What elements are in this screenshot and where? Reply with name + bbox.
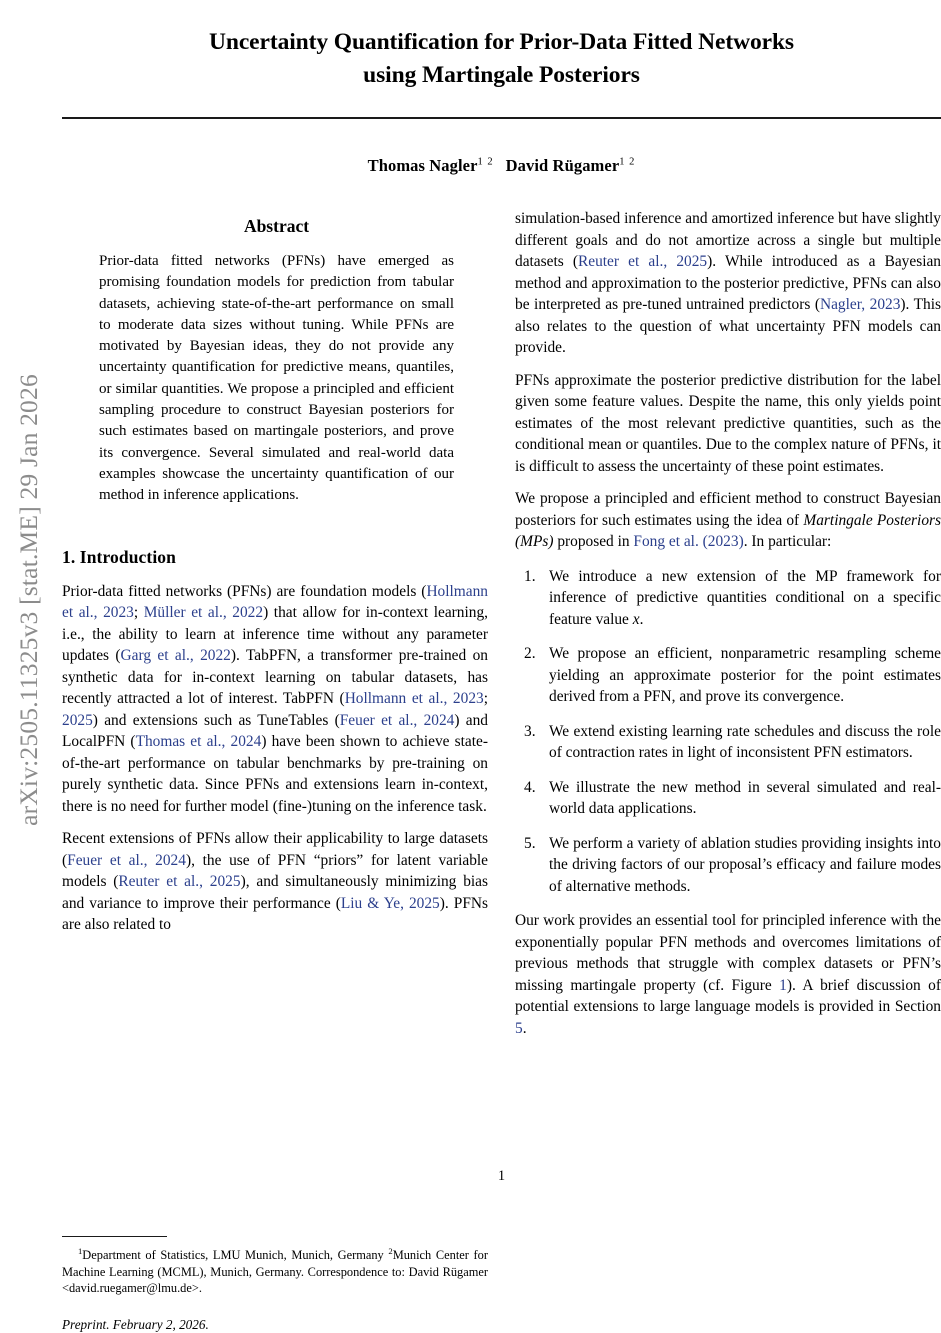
text-run: ; [133, 604, 144, 622]
footnote-divider [62, 1236, 167, 1237]
citation-garg-2022[interactable]: Garg et al., 2022 [120, 647, 231, 665]
list-item [515, 833, 941, 898]
text-run: . [639, 610, 644, 628]
right-paragraph-4 [515, 910, 941, 1039]
text-run: ) and extensions such as TuneTables ( [92, 711, 340, 729]
contributions-list [515, 566, 941, 898]
abstract-text: Prior-data fitted networks (PFNs) have emerged as promising foundation models for prediction from tabular datasets, achieving state-of-the-art performance on small to moderate data sizes without tuning. While PFNs are motivated by Bayesian ideas, they do not provide any uncertainty quantification for predictive means, quantiles, or similar quantities. We propose a principled and efficient sampling procedure to construct Bayesian posteriors for such estimates based on martingale posteriors, and prove its convergence. Several simulated and real-world data examples showcase the uncertainty quantification of our method in inference applications. [99, 253, 454, 504]
text-run: Munich Center for Machine Learning (MCML), Munich, Germany. Correspondence to: David Rügamer <david.ruegamer@lmu.de>. [62, 1248, 488, 1295]
text-run: ) and LocalPFN ( [62, 711, 488, 751]
text-run: ), the use of PFN “priors” for latent variable models ( [62, 851, 489, 891]
title-line-1: Uncertainty Quantification for Prior-Data Fitted Networks [209, 29, 794, 55]
page-number: 1 [497, 1168, 506, 1184]
text-run: Prior-data fitted networks (PFNs) are foundation models ( [62, 582, 427, 600]
right-paragraph-1 [515, 208, 941, 359]
two-column-body [62, 208, 941, 1333]
abstract-section [62, 216, 488, 507]
author-2-name: David Rügamer [505, 156, 620, 175]
citation-reuter-2025[interactable]: Reuter et al., 2025 [118, 873, 241, 891]
citation-hollmann-2025[interactable]: 2025 [62, 711, 93, 729]
citation-nagler-2023[interactable]: Nagler, 2023 [819, 296, 901, 313]
title-line-2: using Martingale Posteriors [363, 62, 640, 88]
text-run: . [522, 1019, 527, 1037]
abstract-heading: Abstract [243, 216, 310, 236]
list-item [515, 777, 941, 820]
citation-liu-ye-2025[interactable]: Liu & Ye, 2025 [340, 894, 440, 912]
citation-feuer-2024-b[interactable]: Feuer et al., 2024 [67, 851, 186, 869]
title-divider [62, 117, 941, 119]
author-1-affiliation-marks: 1 2 [477, 156, 494, 168]
text-run: We extend existing learning rate schedules and discuss the role of contraction rates in light of inconsistent PFN estimators. [549, 722, 941, 761]
citation-muller-2022[interactable]: Müller et al., 2022 [143, 604, 264, 622]
intro-paragraph-1 [62, 581, 488, 818]
reference-section-5[interactable]: 5 [515, 1019, 523, 1037]
text-run: Department of Statistics, LMU Munich, Munich, Germany [82, 1248, 389, 1263]
text-run: We illustrate the new method in several simulated and real-world data applications. [549, 778, 941, 817]
list-item [515, 643, 941, 708]
text-run: We propose an efficient, nonparametric resampling scheme yielding an approximate posterior for the point estimates derived from a PFN, and prove its convergence. [549, 645, 941, 705]
text-run: Our work provides an essential tool for principled inference with the exponentially popular PFN methods and overcomes limitations of previous methods that struggle with complex datasets or PFN’s missing martingale property (cf. Figure [515, 912, 941, 994]
text-run: ). TabPFN, a transformer pre-trained on synthetic data for in-context learning on tabular datasets, has recently attracted a lot of interest. TabPFN ( [62, 647, 488, 708]
text-run: ) have been shown to achieve state-of-the-art performance on tabular benchmarks by pre-training on purely synthetic data. Since PFNs and extensions learn in-context, there is no need for further model (fine-)tuning on the inference task. [62, 733, 488, 815]
text-run: Recent extensions of PFNs allow their applicability to large datasets ( [62, 830, 488, 869]
text-run: We propose a principled and efficient method to construct Bayesian posteriors for such estimates using the idea of [515, 490, 941, 529]
arxiv-stamp [0, 0, 58, 1200]
text-run: proposed in [553, 533, 634, 550]
citation-feuer-2024[interactable]: Feuer et al., 2024 [339, 711, 455, 729]
author-2-affiliation-marks: 1 2 [619, 156, 636, 168]
citation-hollmann-2023-b[interactable]: Hollmann et al., 2023 [344, 690, 484, 708]
text-run: ). PFNs are also related to [62, 894, 488, 934]
text-run: We perform a variety of ablation studies providing insights into the driving factors of our proposal’s efficacy and failure modes of alternative methods. [549, 834, 941, 895]
arxiv-stamp-text: arXiv:2505.11325v3 [stat.ME] 29 Jan 2026 [14, 374, 43, 826]
text-run: . In particular: [743, 533, 832, 550]
list-item [515, 721, 941, 764]
text-run: ). This also relates to the question of what uncertainty PFN models can provide. [515, 296, 941, 356]
math-variable-x: x [632, 610, 640, 628]
right-column [515, 208, 941, 1050]
title-block [62, 0, 941, 92]
footnote-mark-1: 1 [78, 1246, 83, 1256]
text-run: simulation-based inference and amortized inference but have slightly different goals and do not amortize across a single but multiple datasets ( [515, 210, 941, 270]
text-run: ) that allow for in-context learning, i.e., the ability to learn at inference time without any parameter updates ( [62, 604, 489, 665]
author-1-name: Thomas Nagler [367, 156, 478, 175]
text-run: ). A brief discussion of potential extensions to large language models is provided in Section [515, 976, 941, 1015]
preprint-notice: Preprint. February 2, 2026. [62, 1317, 209, 1333]
citation-hollmann-2023[interactable]: Hollmann et al., 2023 [62, 582, 488, 622]
intro-paragraph-2 [62, 828, 488, 936]
footnote-mark-2: 2 [388, 1246, 393, 1256]
left-column [62, 208, 489, 1333]
section-heading-introduction: 1. Introduction [62, 546, 176, 567]
right-paragraph-3 [515, 488, 941, 553]
text-run: ), and simultaneously minimizing bias and variance to improve their performance ( [62, 873, 488, 912]
text-run: ; [483, 690, 488, 708]
citation-fong-2023[interactable]: Fong et al. (2023) [633, 533, 744, 550]
citation-reuter-2025-b[interactable]: Reuter et al., 2025 [577, 253, 708, 270]
right-paragraph-2: PFNs approximate the posterior predictive distribution for the label given some feature values. Despite the name, this only yields point estimates of the most relevant predictive quantities, such as the conditional mean or quantiles. Due to the complex nature of PFNs, it is difficult to assess the uncertainty of these point estimates. [515, 371, 941, 475]
reference-figure-1[interactable]: 1 [779, 976, 787, 994]
page-title [62, 26, 941, 92]
text-run: ). While introduced as a Bayesian method and approximation to the posterior predictive, PFNs can also be interpreted as pre-tuned untrained predictors ( [515, 253, 941, 313]
emphasis-martingale-posteriors: Martingale Posteriors (MPs) [515, 511, 941, 550]
footnote-area [62, 1236, 488, 1333]
page-content [62, 0, 941, 1333]
author-list [62, 156, 941, 176]
footnote-text [62, 1243, 488, 1296]
text-run: We introduce a new extension of the MP framework for inference of predictive quantities conditional on a specific feature value [549, 567, 941, 628]
citation-thomas-2024[interactable]: Thomas et al., 2024 [135, 733, 262, 751]
list-item [515, 566, 941, 631]
